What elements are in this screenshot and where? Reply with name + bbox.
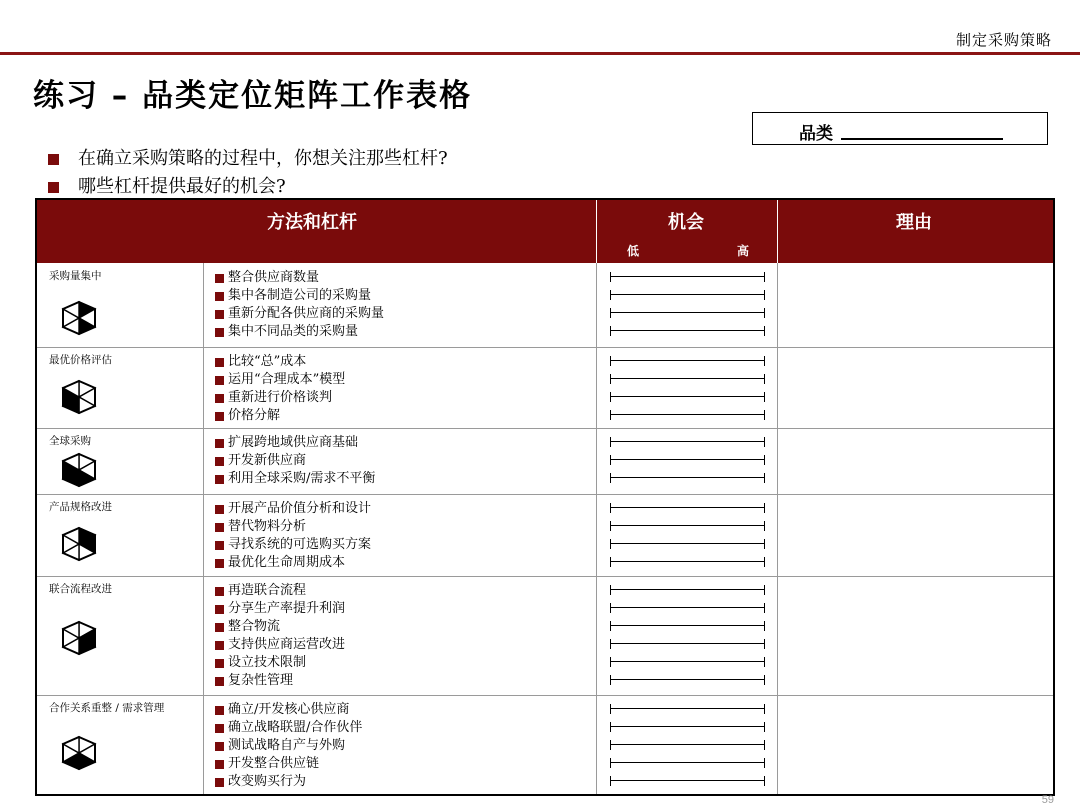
scale-bar (610, 525, 765, 526)
scale-tr (764, 473, 765, 483)
scale-bar (610, 744, 765, 745)
scale-bar (610, 396, 765, 397)
scale-tr (764, 758, 765, 768)
opportunity-scale[interactable] (610, 392, 765, 402)
bullet-square-icon (215, 292, 224, 301)
lever-items (215, 701, 362, 791)
scale-tr (764, 308, 765, 318)
opportunity-scale[interactable] (610, 473, 765, 483)
scale-tr (764, 675, 765, 685)
row-divider (37, 494, 1053, 495)
scale-tr (764, 455, 765, 465)
scale-tl (610, 704, 611, 714)
scale-bar (610, 378, 765, 379)
scale-tl (610, 557, 611, 567)
scale-tl (610, 539, 611, 549)
scale-tl (610, 356, 611, 366)
lever-items (215, 500, 371, 572)
page-title: 练习 – 品类定位矩阵工作表格 (33, 78, 473, 114)
scale-tl (610, 290, 611, 300)
scale-tl (610, 473, 611, 483)
header-divider (596, 200, 597, 263)
scale-tr (764, 437, 765, 447)
lever-item: 替代物料分析 (215, 518, 371, 536)
scale-bar (610, 414, 765, 415)
scale-tl (610, 722, 611, 732)
scale-tr (764, 639, 765, 649)
scale-tl (610, 392, 611, 402)
opportunity-scale[interactable] (610, 437, 765, 447)
scale-bar (610, 762, 765, 763)
opportunity-scale[interactable] (610, 657, 765, 667)
bullet-square-icon (215, 760, 224, 769)
scale-tr (764, 392, 765, 402)
scale-tl (610, 657, 611, 667)
opportunity-scale[interactable] (610, 675, 765, 685)
header-low: 低 (627, 244, 640, 258)
bullet-square-icon (215, 742, 224, 751)
lever-item: 整合物流 (215, 618, 345, 636)
scale-tl (610, 776, 611, 786)
scale-tr (764, 722, 765, 732)
opportunity-scale[interactable] (610, 722, 765, 732)
lever-item: 集中不同品类的采购量 (215, 323, 384, 341)
header-levers: 方法和杠杆 (267, 212, 357, 233)
scale-bar (610, 294, 765, 295)
scale-tl (610, 621, 611, 631)
bullet-square-icon (215, 310, 224, 319)
lever-name: 全球采购 (49, 435, 91, 447)
row-divider (37, 695, 1053, 696)
scale-bar (610, 459, 765, 460)
top-divider (0, 52, 1080, 55)
lever-item: 再造联合流程 (215, 582, 345, 600)
lever-item: 开展产品价值分析和设计 (215, 500, 371, 518)
scale-bar (610, 589, 765, 590)
lever-item: 复杂性管理 (215, 672, 345, 690)
bullet-square-icon (215, 475, 224, 484)
bullet-square-icon (215, 376, 224, 385)
cube-hexagon-icon (57, 377, 101, 417)
header-divider (777, 200, 778, 263)
bullet-square-icon (215, 523, 224, 532)
lever-items (215, 582, 345, 690)
opportunity-scale[interactable] (610, 272, 765, 282)
scale-tl (610, 740, 611, 750)
scale-tr (764, 326, 765, 336)
scale-bar (610, 625, 765, 626)
scale-tr (764, 272, 765, 282)
lever-name: 合作关系重整 / 需求管理 (49, 702, 165, 714)
lever-item: 集中各制造公司的采购量 (215, 287, 384, 305)
scale-tl (610, 675, 611, 685)
scale-tl (610, 326, 611, 336)
lever-item: 利用全球采购/需求不平衡 (215, 470, 375, 488)
lever-item: 支持供应商运营改进 (215, 636, 345, 654)
lever-item: 改变购买行为 (215, 773, 362, 791)
cube-hexagon-icon (57, 618, 101, 658)
lever-name: 产品规格改进 (49, 501, 112, 513)
scale-bar (610, 360, 765, 361)
lever-name: 最优价格评估 (49, 354, 112, 366)
scale-tr (764, 356, 765, 366)
opportunity-scale[interactable] (610, 410, 765, 420)
lever-item: 测试战略自产与外购 (215, 737, 362, 755)
opportunity-scale[interactable] (610, 758, 765, 768)
scale-tr (764, 521, 765, 531)
question-item: 在确立采购策略的过程中，你想关注那些杠杆? (48, 145, 448, 173)
bullet-square-icon (48, 154, 59, 165)
scale-tl (610, 758, 611, 768)
lever-item: 重新分配各供应商的采购量 (215, 305, 384, 323)
scale-bar (610, 780, 765, 781)
cube-hexagon-icon (57, 524, 101, 564)
cube-hexagon-icon (57, 298, 101, 338)
bullet-square-icon (215, 328, 224, 337)
header-reason: 理由 (896, 212, 932, 233)
bullet-square-icon (215, 457, 224, 466)
bullet-square-icon (215, 541, 224, 550)
section-label: 制定采购策略 (955, 31, 1052, 49)
scale-bar (610, 543, 765, 544)
lever-item: 确立战略联盟/合作伙伴 (215, 719, 362, 737)
scale-tr (764, 503, 765, 513)
bullet-square-icon (215, 677, 224, 686)
scale-tl (610, 503, 611, 513)
scale-bar (610, 312, 765, 313)
opportunity-scale[interactable] (610, 557, 765, 567)
opportunity-scale[interactable] (610, 290, 765, 300)
lever-item: 开发整合供应链 (215, 755, 362, 773)
scale-tl (610, 639, 611, 649)
opportunity-scale[interactable] (610, 740, 765, 750)
scale-tr (764, 557, 765, 567)
lever-item: 价格分解 (215, 407, 345, 425)
bullet-square-icon (215, 724, 224, 733)
opportunity-scale[interactable] (610, 539, 765, 549)
column-divider (596, 263, 597, 794)
bullet-square-icon (215, 559, 224, 568)
lever-item: 设立技术限制 (215, 654, 345, 672)
bullet-square-icon (215, 659, 224, 668)
lever-item: 最优化生命周期成本 (215, 554, 371, 572)
header-high: 高 (737, 244, 750, 258)
scale-tr (764, 603, 765, 613)
lever-item: 分享生产率提升利润 (215, 600, 345, 618)
opportunity-scale[interactable] (610, 503, 765, 513)
bullet-square-icon (215, 641, 224, 650)
lever-item: 比较“总”成本 (215, 353, 345, 371)
opportunity-scale[interactable] (610, 621, 765, 631)
scale-tr (764, 740, 765, 750)
bullet-square-icon (215, 623, 224, 632)
header-opportunity: 机会 (668, 212, 704, 233)
row-divider (37, 428, 1053, 429)
bullet-square-icon (215, 439, 224, 448)
scale-tl (610, 585, 611, 595)
scale-tl (610, 272, 611, 282)
lever-name: 采购量集中 (49, 270, 102, 282)
scale-tr (764, 585, 765, 595)
bullet-square-icon (215, 778, 224, 787)
lever-items (215, 353, 345, 425)
lever-item: 整合供应商数量 (215, 269, 384, 287)
bullet-square-icon (215, 274, 224, 283)
bullet-square-icon (215, 412, 224, 421)
scale-bar (610, 561, 765, 562)
lever-item: 重新进行价格谈判 (215, 389, 345, 407)
scale-tl (610, 308, 611, 318)
opportunity-scale[interactable] (610, 521, 765, 531)
scale-tr (764, 410, 765, 420)
row-divider (37, 576, 1053, 577)
lever-item: 运用“合理成本”模型 (215, 371, 345, 389)
opportunity-scale[interactable] (610, 585, 765, 595)
scale-bar (610, 643, 765, 644)
lever-name: 联合流程改进 (49, 583, 112, 595)
bullet-square-icon (215, 505, 224, 514)
category-blank-line (841, 138, 1003, 140)
question-list (48, 145, 448, 201)
bullet-square-icon (215, 605, 224, 614)
bullet-square-icon (48, 182, 59, 193)
cube-hexagon-icon (57, 450, 101, 490)
bullet-square-icon (215, 358, 224, 367)
table-header (37, 200, 1053, 263)
scale-tl (610, 521, 611, 531)
scale-tl (610, 410, 611, 420)
scale-tr (764, 776, 765, 786)
opportunity-scale[interactable] (610, 455, 765, 465)
scale-tr (764, 374, 765, 384)
scale-bar (610, 607, 765, 608)
lever-worksheet-table (35, 198, 1055, 796)
scale-tr (764, 704, 765, 714)
bullet-square-icon (215, 706, 224, 715)
column-divider (203, 263, 204, 794)
question-item: 哪些杠杆提供最好的机会? (48, 173, 448, 201)
scale-tl (610, 603, 611, 613)
opportunity-scale[interactable] (610, 704, 765, 714)
row-divider (37, 347, 1053, 348)
scale-tr (764, 290, 765, 300)
opportunity-scale[interactable] (610, 639, 765, 649)
opportunity-scale[interactable] (610, 308, 765, 318)
scale-tr (764, 621, 765, 631)
lever-icon-wrap (57, 524, 101, 564)
scale-bar (610, 330, 765, 331)
scale-bar (610, 276, 765, 277)
cube-hexagon-icon (57, 733, 101, 773)
page-number: 59 (1041, 794, 1054, 806)
opportunity-scale[interactable] (610, 374, 765, 384)
scale-tl (610, 455, 611, 465)
scale-bar (610, 726, 765, 727)
lever-icon-wrap (57, 450, 101, 490)
scale-bar (610, 661, 765, 662)
lever-icon-wrap (57, 733, 101, 773)
lever-item: 确立/开发核心供应商 (215, 701, 362, 719)
column-divider (777, 263, 778, 794)
scale-tl (610, 374, 611, 384)
category-label: 品类 (799, 124, 833, 144)
opportunity-scale[interactable] (610, 776, 765, 786)
scale-tl (610, 437, 611, 447)
lever-item: 寻找系统的可选购买方案 (215, 536, 371, 554)
scale-tr (764, 657, 765, 667)
bullet-square-icon (215, 394, 224, 403)
lever-icon-wrap (57, 618, 101, 658)
category-field[interactable] (752, 112, 1048, 145)
opportunity-scale[interactable] (610, 356, 765, 366)
lever-icon-wrap (57, 377, 101, 417)
scale-bar (610, 679, 765, 680)
lever-item: 开发新供应商 (215, 452, 375, 470)
lever-icon-wrap (57, 298, 101, 338)
scale-bar (610, 441, 765, 442)
opportunity-scale[interactable] (610, 326, 765, 336)
scale-bar (610, 708, 765, 709)
lever-item: 扩展跨地域供应商基础 (215, 434, 375, 452)
opportunity-scale[interactable] (610, 603, 765, 613)
bullet-square-icon (215, 587, 224, 596)
scale-bar (610, 477, 765, 478)
scale-tr (764, 539, 765, 549)
scale-bar (610, 507, 765, 508)
lever-items (215, 269, 384, 341)
lever-items (215, 434, 375, 488)
